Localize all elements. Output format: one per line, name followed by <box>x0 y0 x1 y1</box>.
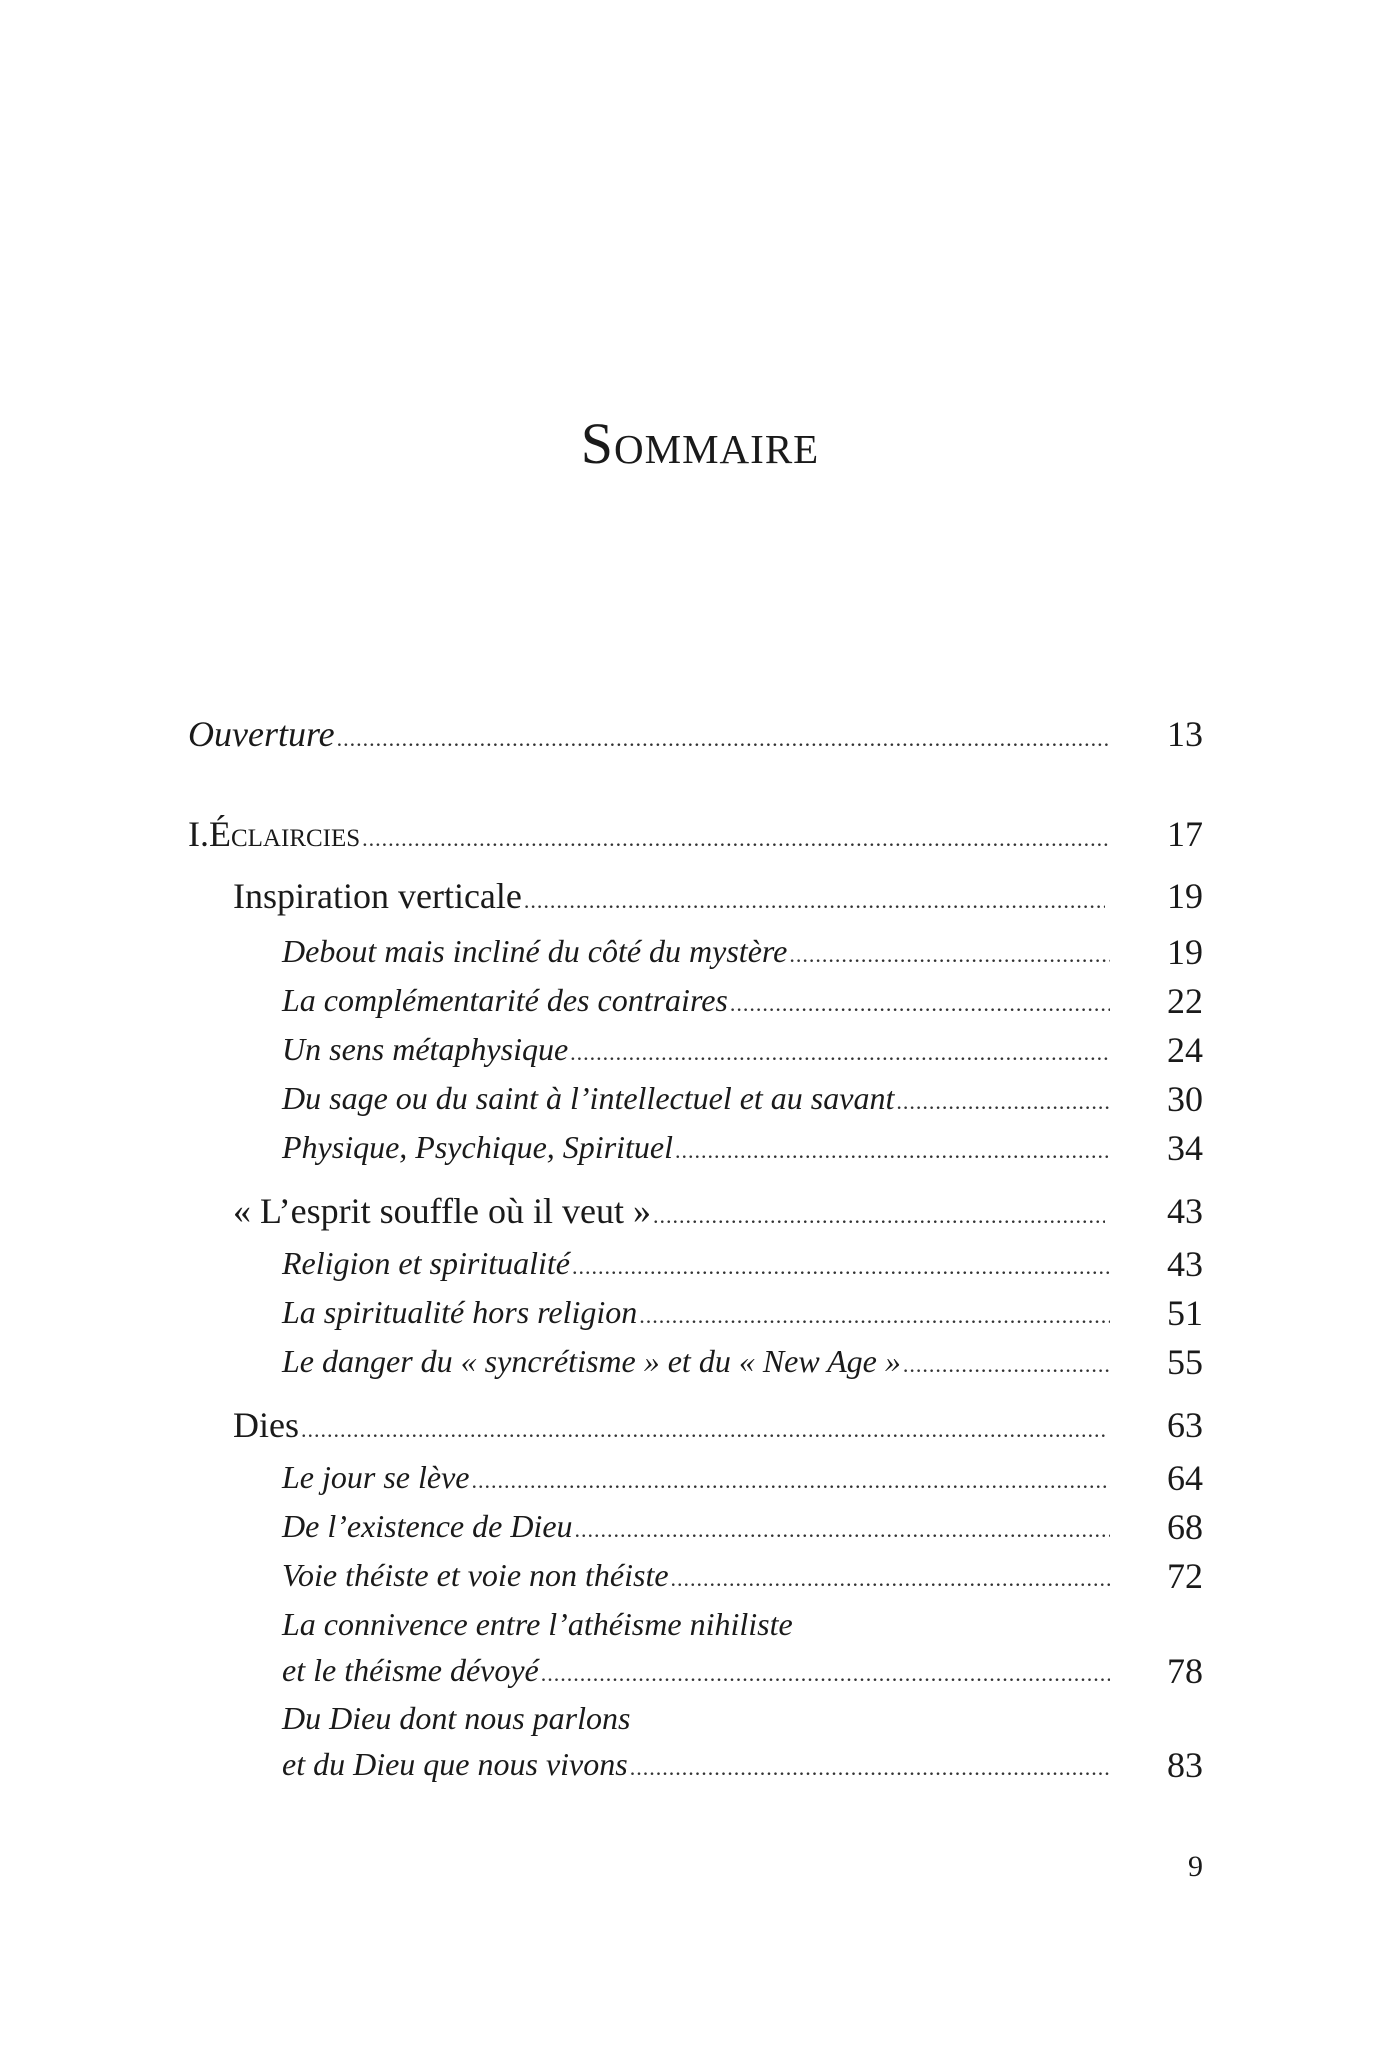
toc-page-number: 83 <box>1167 1745 1203 1785</box>
toc-page-number: 64 <box>1167 1458 1203 1498</box>
toc-entry-section[interactable] <box>282 1746 1110 1783</box>
toc-page-number: 17 <box>1167 814 1203 854</box>
dot-leader <box>362 826 1110 852</box>
toc-page-number: 68 <box>1167 1507 1203 1547</box>
toc-entry-section[interactable] <box>282 1129 1110 1166</box>
toc-entry-label: Éclaircies <box>209 814 361 854</box>
toc-entry-ouverture[interactable] <box>188 713 1110 755</box>
toc-entry-section[interactable] <box>282 982 1110 1019</box>
toc-entry-label: Un sens métaphysique <box>282 1031 569 1067</box>
toc-page-number: 55 <box>1167 1342 1203 1382</box>
toc-page-number: 63 <box>1167 1405 1203 1445</box>
toc-entry-label: Le danger du « syncrétisme » et du « New Age » <box>282 1343 901 1379</box>
toc-entry-label: Le jour se lève <box>282 1459 470 1495</box>
toc-entry-section[interactable] <box>282 1508 1110 1545</box>
toc-entry-section[interactable] <box>282 1652 1110 1689</box>
toc-entry-label: Ouverture <box>188 714 335 754</box>
toc-entry-section[interactable] <box>282 1294 1110 1331</box>
toc-page-number: 30 <box>1167 1079 1203 1119</box>
dot-leader <box>639 1303 1110 1329</box>
dot-leader <box>896 1089 1110 1115</box>
dot-leader <box>675 1138 1110 1164</box>
toc-entry-section[interactable] <box>282 933 1110 970</box>
toc-entry-section[interactable] <box>282 1245 1110 1282</box>
dot-leader <box>630 1755 1110 1781</box>
toc-part-number: I. <box>188 814 209 854</box>
dot-leader <box>301 1417 1105 1443</box>
toc-page-number: 78 <box>1167 1651 1203 1691</box>
dot-leader <box>337 726 1110 752</box>
toc-page-number: 34 <box>1167 1128 1203 1168</box>
toc-page-number: 72 <box>1167 1556 1203 1596</box>
toc-page-number: 19 <box>1167 932 1203 972</box>
toc-entry-chapter[interactable] <box>233 1190 1105 1232</box>
toc-entry-first-line: Du Dieu dont nous parlons <box>282 1700 631 1736</box>
toc-page-number: 43 <box>1167 1191 1203 1231</box>
dot-leader <box>671 1566 1110 1592</box>
dot-leader <box>789 942 1110 968</box>
toc-entry-section[interactable] <box>282 1459 1110 1496</box>
toc-entry-label: De l’existence de Dieu <box>282 1508 573 1544</box>
toc-entry-label: La complémentarité des contraires <box>282 982 728 1018</box>
toc-page-number: 43 <box>1167 1244 1203 1284</box>
dot-leader <box>730 991 1110 1017</box>
toc-entry-label: Physique, Psychique, Spirituel <box>282 1129 674 1165</box>
toc-page-number: 19 <box>1167 876 1203 916</box>
toc-entry-label: Religion et spiritualité <box>282 1245 570 1281</box>
toc-entry-label: et le théisme dévoyé <box>282 1652 539 1688</box>
toc-entry-label: et du Dieu que nous vivons <box>282 1746 628 1782</box>
toc-entry-label: La spiritualité hors religion <box>282 1294 638 1330</box>
dot-leader <box>472 1468 1111 1494</box>
toc-entry-label: Inspiration verticale <box>233 876 522 916</box>
toc-entry-chapter[interactable] <box>233 1404 1105 1446</box>
toc-page-number: 22 <box>1167 981 1203 1021</box>
toc-entry-label: Du sage ou du saint à l’intellectuel et au savant <box>282 1080 895 1116</box>
page-number: 9 <box>1188 1850 1203 1883</box>
toc-page-number: 13 <box>1167 714 1203 754</box>
toc-page-number: 51 <box>1167 1293 1203 1333</box>
toc-entry-label: « L’esprit souffle où il veut » <box>233 1191 651 1231</box>
dot-leader <box>653 1203 1105 1229</box>
dot-leader <box>524 888 1105 914</box>
toc-entry-chapter[interactable] <box>233 875 1105 917</box>
dot-leader <box>570 1040 1110 1066</box>
toc-entry-label: Voie théiste et voie non théiste <box>282 1557 669 1593</box>
toc-entry-first-line: La connivence entre l’athéisme nihiliste <box>282 1606 793 1642</box>
toc-entry-label: Debout mais incliné du côté du mystère <box>282 933 788 969</box>
dot-leader <box>541 1661 1110 1687</box>
toc-entry-part-1[interactable] <box>188 813 1110 855</box>
page-title: Sommaire <box>580 411 820 476</box>
toc-entry-section[interactable] <box>282 1031 1110 1068</box>
toc-entry-section[interactable] <box>282 1343 1110 1380</box>
dot-leader <box>903 1352 1110 1378</box>
toc-entry-section[interactable] <box>282 1080 1110 1117</box>
toc-entry-label: Dies <box>233 1405 299 1445</box>
toc-entry-section[interactable] <box>282 1557 1110 1594</box>
toc-page-number: 24 <box>1167 1030 1203 1070</box>
dot-leader <box>572 1254 1110 1280</box>
dot-leader <box>575 1517 1110 1543</box>
